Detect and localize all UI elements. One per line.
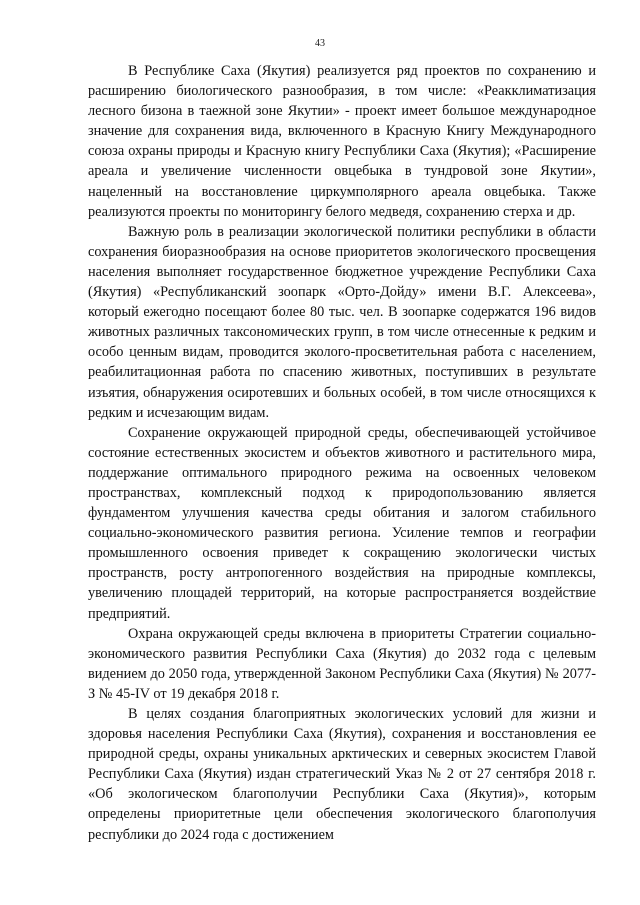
paragraph-ecological-decree: В целях создания благоприятных экологических условий для жизни и здоровья населения Республики Саха (Якутия), сохранения и восстановления ее природной среды, охраны уникальных арктических и северных экосистем Главой Республики Саха (Якутия) издан стратегический Указ № 2 от 27 сентября 2018 г. «Об экологическом благополучии Республики Саха (Якутия)», которым определены приоритетные цели обеспечения экологического благополучия республики до 2024 года с достижением (88, 706, 596, 843)
page-number: 43 (315, 38, 325, 49)
document-body (88, 61, 596, 845)
paragraph-development-strategy: Охрана окружающей среды включена в приоритеты Стратегии социально-экономического развития Республики Саха (Якутия) до 2032 года с целевым видением до 2050 года, утвержденной Законом Республики Саха (Якутия) № 2077-З № 45-IV от 19 декабря 2018 г. (88, 625, 596, 702)
paragraph-biodiversity-projects: В Республике Саха (Якутия) реализуется ряд проектов по сохранению и расширению биологического разнообразия, в том числе: «Реакклиматизация лесного бизона в таежной зоне Якутии» - проект имеет большое международное значение для сохранения вида, включенного в Красную Книгу Международного союза охраны природы и Красную книгу Республики Саха (Якутия); «Расширение ареала и увеличение численности овцебыка в тундровой зоне Якутии», нацеленный на восстановление циркумполярного ареала овцебыка. Также реализуются проекты по мониторингу белого медведя, сохранению стерха и др. (88, 63, 596, 220)
paragraph-zoo-orto-doydu: Важную роль в реализации экологической политики республики в области сохранения биоразнообразия на основе приоритетов экологического просвещения населения выполняет государственное бюджетное учреждение Республики Саха (Якутия) «Республиканский зоопарк «Орто-Дойду» имени В.Г. Алексеева», который ежегодно посещают более 80 тыс. чел. В зоопарке содержатся 196 видов животных различных таксономических групп, в том числе отнесенные к редким и особо ценным видам, проводится эколого-просветительная работа с населением, реабилитационная работа по спасению животных, поступивших в результате изъятия, обнаружения осиротевших и больных особей, в том числе относящихся к редким и исчезающим видам. (88, 223, 596, 421)
paragraph-environment-preservation: Сохранение окружающей природной среды, обеспечивающей устойчивое состояние естественных экосистем и объектов животного и растительного мира, поддержание оптимального природного режима на освоенных человеком пространствах, комплексный подход к природопользованию является фундаментом улучшения качества среды обитания и залогом стабильного социально-экономического развития региона. Усиление темпов и географии промышленного освоения приведет к сокращению экологически чистых пространств, росту антропогенного воздействия на природные комплексы, увеличению площадей территорий, на которые распространяется воздействие предприятий. (88, 424, 596, 622)
